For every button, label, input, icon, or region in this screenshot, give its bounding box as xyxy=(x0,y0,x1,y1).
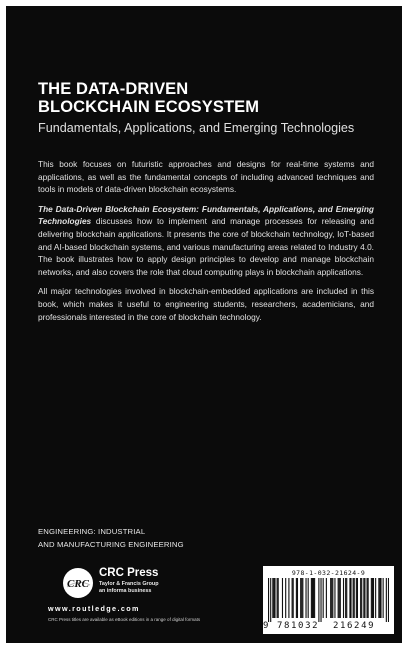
barcode-bar xyxy=(340,578,341,618)
barcode-bar xyxy=(345,578,346,618)
barcode-bar xyxy=(353,578,354,618)
barcode-bar xyxy=(354,578,355,618)
barcode-bar xyxy=(282,578,283,618)
barcode-bar xyxy=(323,578,324,618)
barcode-bar xyxy=(268,578,269,622)
barcode-bar xyxy=(343,578,344,618)
barcode-bar xyxy=(375,578,376,618)
barcode-bar xyxy=(363,578,364,618)
barcode-bar xyxy=(278,578,279,618)
barcode-digits-right: 216249 xyxy=(333,621,376,631)
isbn-barcode xyxy=(263,566,394,634)
barcode-bar xyxy=(314,578,315,618)
barcode-bar xyxy=(346,578,347,618)
barcode-bar xyxy=(301,578,302,618)
barcode-bar xyxy=(378,578,379,618)
barcode-bar xyxy=(313,578,314,618)
publisher-group-line-2: an informa business xyxy=(99,588,152,595)
book-title xyxy=(38,80,378,116)
description-paragraph-3: All major technologies involved in blockchain-embedded applications are included in this book, which makes it useful to engineering students, researchers, academicians, and professionals interested in the core of blockchain technology. xyxy=(38,286,374,322)
title-line-2: BLOCKCHAIN ECOSYSTEM xyxy=(38,98,260,116)
category-line-1: ENGINEERING: INDUSTRIAL xyxy=(38,527,146,536)
description-paragraph-1: This book focuses on futuristic approaches and designs for real-time systems and applications, as well as the fundamental concepts of including advanced techniques and tools in models of data-driven blockchain ecosystems. xyxy=(38,159,374,195)
barcode-bar xyxy=(300,578,301,618)
barcode-bar xyxy=(330,578,331,618)
barcode-bar xyxy=(386,578,387,622)
barcode-bar xyxy=(270,578,271,622)
barcode-bar xyxy=(297,578,298,618)
barcode-bar xyxy=(285,578,286,618)
barcode-bar xyxy=(367,578,368,618)
barcode-bar xyxy=(277,578,278,618)
barcode-bar xyxy=(373,578,374,618)
barcode-bar xyxy=(339,578,340,618)
publisher-name: CRC Press xyxy=(99,567,159,579)
barcode-bar xyxy=(288,578,289,618)
description xyxy=(38,158,374,330)
publisher-group-line-1: Taylor & Francis Group xyxy=(99,581,159,587)
barcode-bar xyxy=(318,578,319,622)
publisher-url[interactable]: www.routledge.com xyxy=(48,604,140,613)
barcode-bar xyxy=(338,578,339,618)
barcode-bar xyxy=(320,578,321,622)
title-line-1: THE DATA-DRIVEN xyxy=(38,80,189,98)
back-cover xyxy=(6,6,402,643)
book-title-inline: The Data-Driven Blockchain Ecosystem: Fundamentals, Applications, and Emerging Technologies xyxy=(38,203,374,227)
barcode-bar xyxy=(360,578,361,618)
barcode-bars xyxy=(268,578,389,622)
barcode-bar xyxy=(371,578,372,618)
category-line-2: AND MANUFACTURING ENGINEERING xyxy=(38,539,184,549)
barcode-bar xyxy=(383,578,384,618)
description-paragraph-2-text: discusses how to implement and manage processes for releasing and delivering blockchain applications. It presents the core of blockchain technology, IoT-based and AI-based blockchain systems, and various manufacturing areas related to Industry 4.0. The book illustrates how to apply design principles to develop and manage blockchain networks, and also covers the role that cloud computing plays in blockchain applications. xyxy=(38,216,374,277)
barcode-bar xyxy=(388,578,389,622)
crc-logo-icon xyxy=(63,568,93,598)
publisher-group xyxy=(99,581,159,595)
barcode-bar xyxy=(379,578,380,618)
barcode-digits-left: 781032 xyxy=(277,621,320,631)
barcode-bar xyxy=(305,578,306,618)
barcode-bar xyxy=(334,578,335,618)
barcode-bar xyxy=(311,578,312,618)
barcode-bar xyxy=(302,578,303,618)
barcode-bar xyxy=(356,578,357,618)
barcode-bar xyxy=(350,578,351,618)
barcode-bar xyxy=(312,578,313,618)
barcode-bar xyxy=(380,578,381,618)
barcode-bar xyxy=(273,578,274,618)
book-subtitle: Fundamentals, Applications, and Emerging Technologies xyxy=(38,121,355,135)
barcode-bar xyxy=(361,578,362,618)
crc-logo-text: CRC xyxy=(66,578,90,590)
barcode-lead-digit: 9 xyxy=(263,621,269,631)
barcode-bar xyxy=(308,578,309,618)
barcode-bar xyxy=(349,578,350,618)
barcode-bar xyxy=(296,578,297,618)
barcode-bar xyxy=(357,578,358,618)
isbn-number: 978-1-032-21624-9 xyxy=(291,569,366,577)
barcode-bar xyxy=(272,578,273,618)
ebook-note: CRC Press titles are available as eBook editions in a range of digital formats xyxy=(48,617,201,622)
crc-logo-graphic xyxy=(63,568,93,598)
barcode-bar xyxy=(364,578,365,618)
barcode-bar xyxy=(274,578,275,618)
barcode-bar xyxy=(332,578,333,618)
barcode-bar xyxy=(326,578,327,618)
barcode-bar xyxy=(331,578,332,618)
barcode-bar xyxy=(368,578,369,618)
barcode-bar xyxy=(372,578,373,618)
subject-category xyxy=(38,526,184,552)
barcode-bar xyxy=(292,578,293,618)
description-paragraph-2 xyxy=(38,203,374,279)
barcode-bar xyxy=(293,578,294,618)
